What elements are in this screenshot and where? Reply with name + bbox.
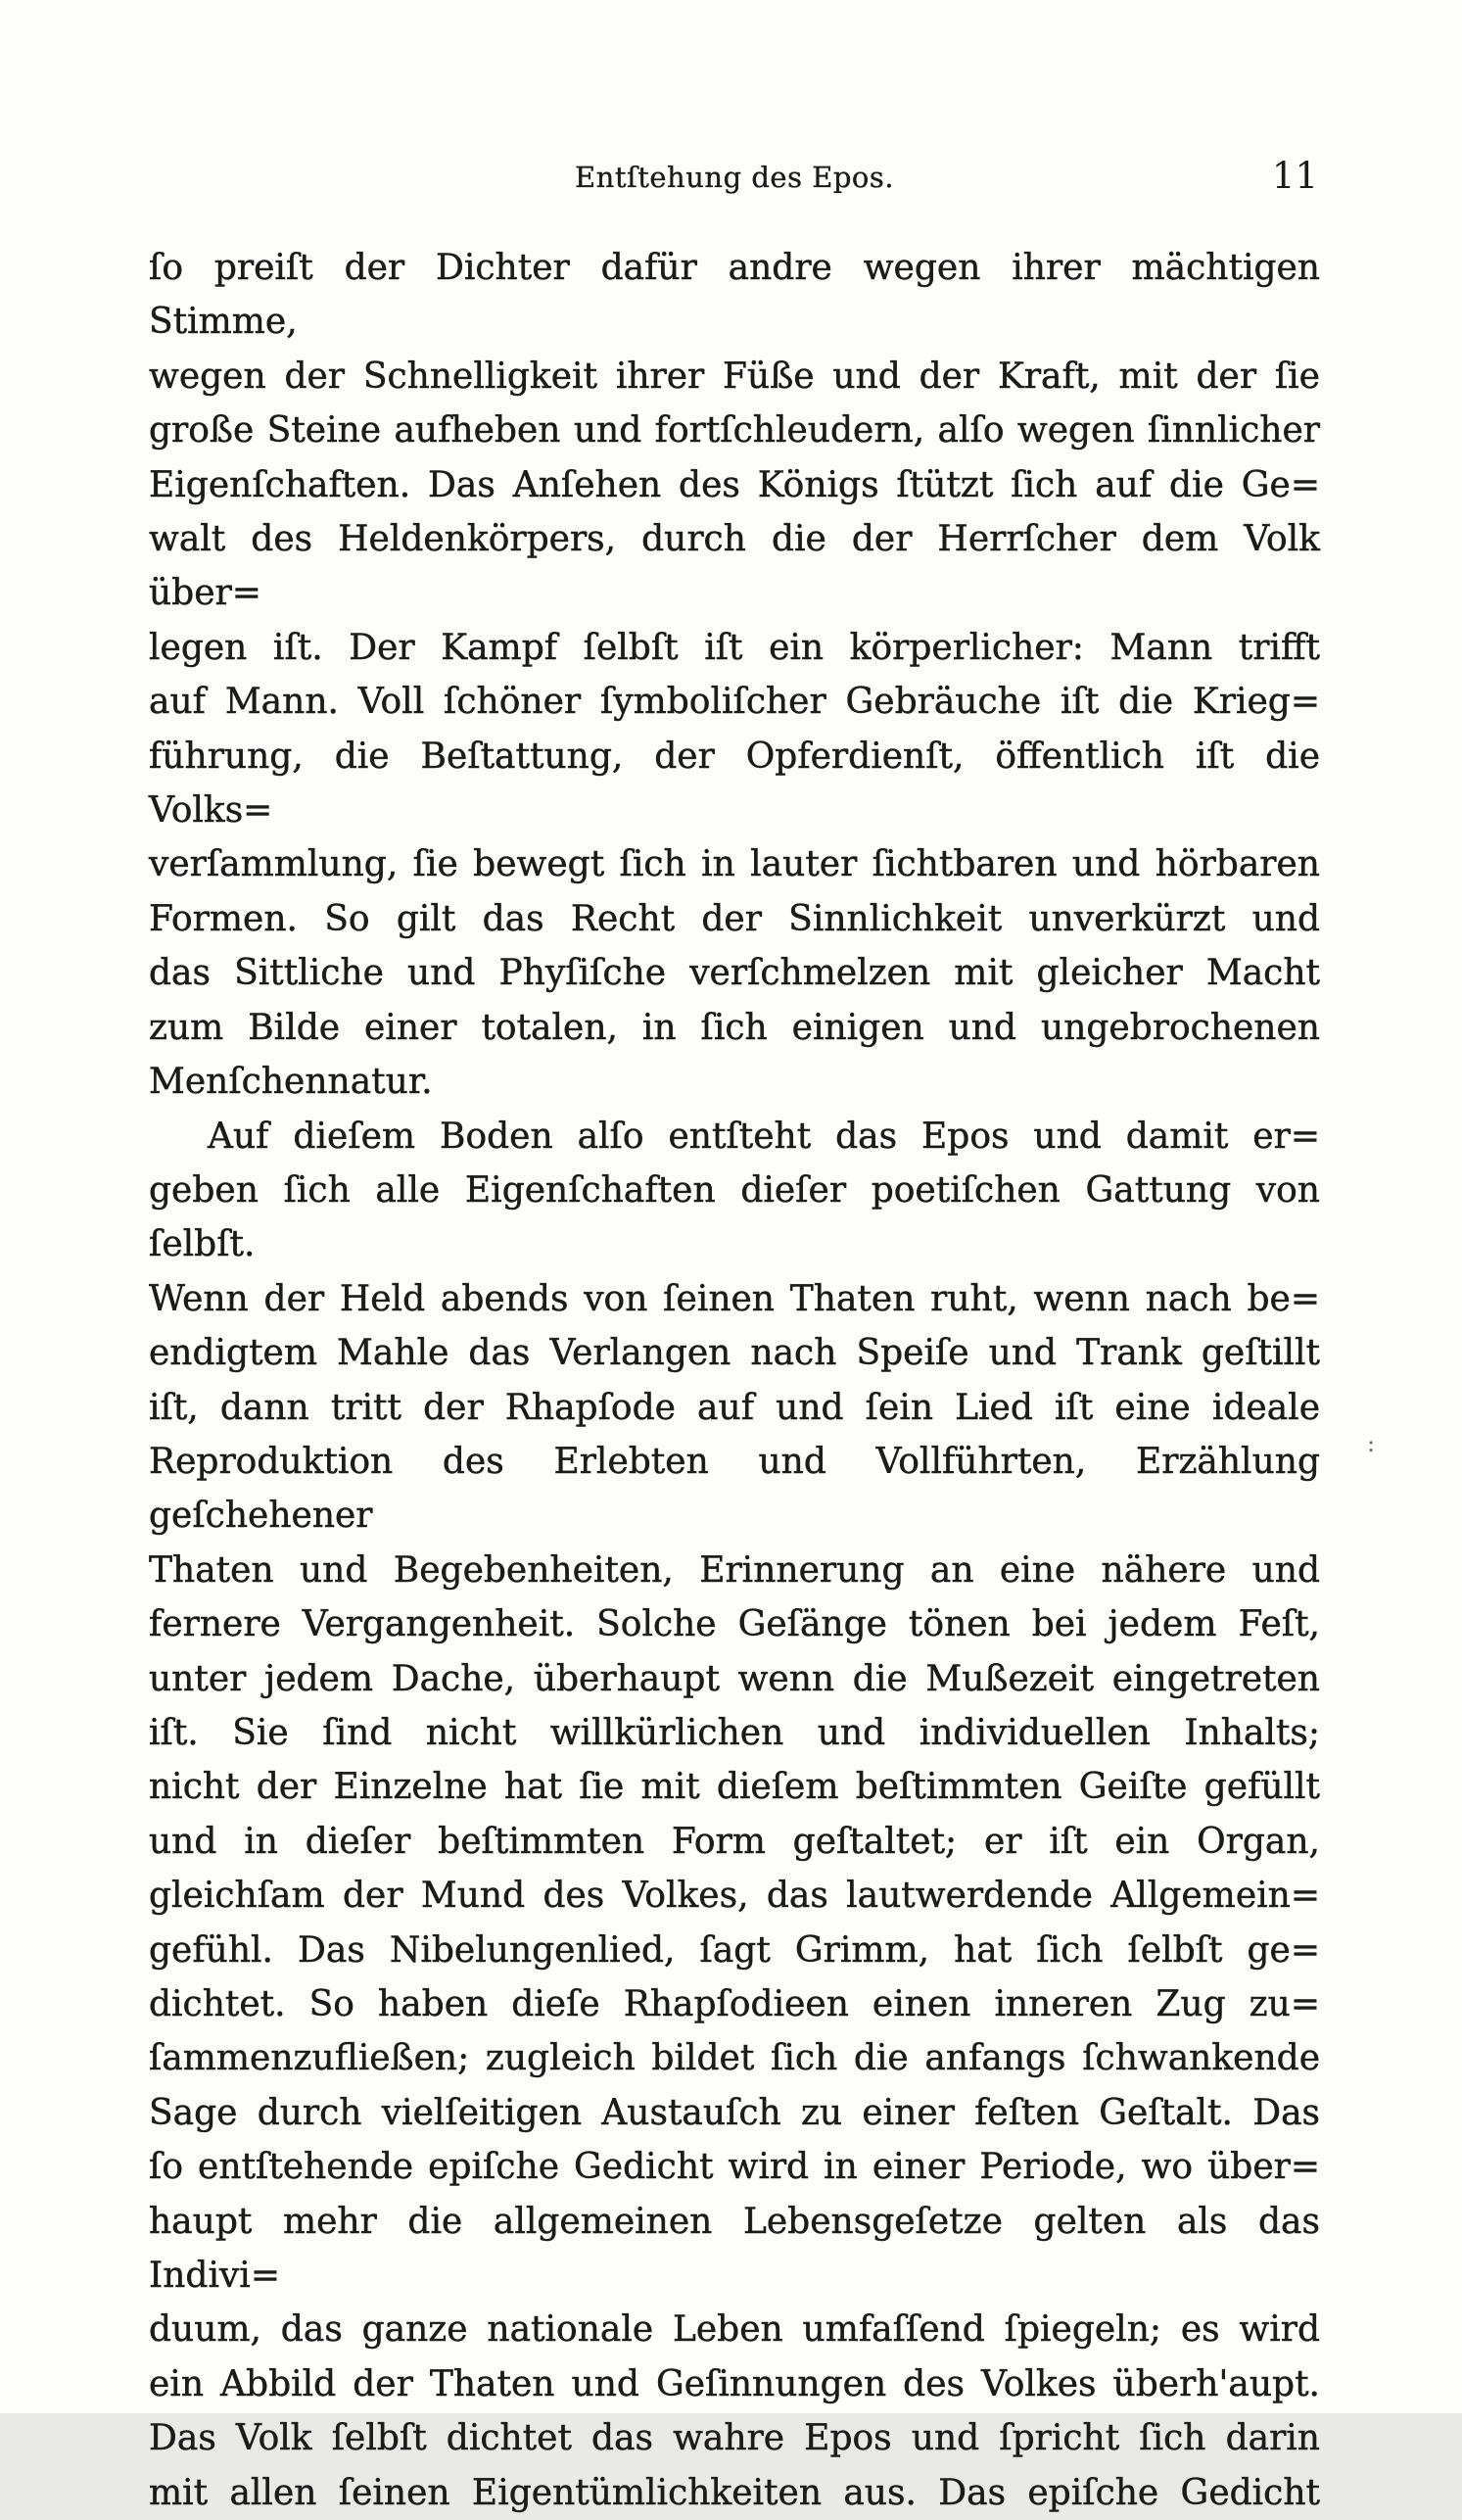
running-title: Entſtehung des Epos. [149, 161, 1320, 194]
text-line: geben ſich alle Eigenſchaften dieſer poetiſchen Gattung von ſelbſt. [149, 1164, 1320, 1272]
text-line: dichtet. So haben dieſe Rhapſodieen einen inneren Zug zu= [149, 1977, 1320, 2031]
text-block [149, 241, 1320, 2520]
text-line: gleichſam der Mund des Volkes, das lautwerdende Allgemein= [149, 1869, 1320, 1923]
text-line: haupt mehr die allgemeinen Lebensgeſetze gelten als das Indivi= [149, 2195, 1320, 2304]
text-line: Sage durch vielſeitigen Austauſch zu einer feſten Geſtalt. Das [149, 2086, 1320, 2140]
text-line: ſo entſtehende epiſche Gedicht wird in einer Periode, wo über= [149, 2140, 1320, 2194]
text-line: auf Mann. Voll ſchöner ſymboliſcher Gebräuche iſt die Krieg= [149, 675, 1320, 729]
text-line: fernere Vergangenheit. Solche Geſänge tönen bei jedem Feſt, [149, 1597, 1320, 1651]
text-line: ein Abbild der Thaten und Geſinnungen des Volkes überh'aupt. [149, 2357, 1320, 2411]
text-line: duum, das ganze nationale Leben umfaſſend ſpiegeln; es wird [149, 2303, 1320, 2356]
text-line: führung, die Beſtattung, der Opferdienſt, öffentlich iſt die Volks= [149, 730, 1320, 838]
text-line: Formen. So gilt das Recht der Sinnlichkeit unverkürzt und [149, 892, 1320, 946]
text-line: Das Volk ſelbſt dichtet das wahre Epos und ſpricht ſich darin [149, 2411, 1320, 2465]
text-line: und in dieſer beſtimmten Form geſtaltet; er iſt ein Organ, [149, 1815, 1320, 1869]
text-line: mit allen ſeinen Eigentümlichkeiten aus. Das epiſche Gedicht [149, 2466, 1320, 2520]
text-line: das Sittliche und Phyſiſche verſchmelzen mit gleicher Macht [149, 946, 1320, 1000]
text-line: ſammenzufließen; zugleich bildet ſich die anfangs ſchwankende [149, 2031, 1320, 2085]
text-line: ſo preiſt der Dichter dafür andre wegen ihrer mächtigen Stimme, [149, 241, 1320, 350]
text-line: zum Bilde einer totalen, in ſich einigen und ungebrochenen [149, 1001, 1320, 1055]
text-line: endigtem Mahle das Verlangen nach Speiſe und Trank geſtillt [149, 1326, 1320, 1380]
text-line: legen iſt. Der Kampf ſelbſt iſt ein körperlicher: Mann trifft [149, 621, 1320, 675]
text-line: Eigenſchaften. Das Anſehen des Königs ſtützt ſich auf die Ge= [149, 458, 1320, 512]
scan-artifact: : [1367, 1430, 1375, 1457]
paragraph [149, 241, 1320, 1110]
text-line: unter jedem Dache, überhaupt wenn die Mußezeit eingetreten [149, 1652, 1320, 1706]
page-header [149, 155, 1320, 202]
text-line: verſammlung, ſie bewegt ſich in lauter ſichtbaren und hörbaren [149, 837, 1320, 891]
paragraph [149, 1110, 1320, 2520]
text-line: iſt. Sie ſind nicht willkürlichen und individuellen Inhalts; [149, 1706, 1320, 1760]
text-line: Reproduktion des Erlebten und Vollführten, Erzählung geſchehener [149, 1435, 1320, 1544]
text-line: nicht der Einzelne hat ſie mit dieſem beſtimmten Geiſte gefüllt [149, 1760, 1320, 1814]
text-line: Auf dieſem Boden alſo entſteht das Epos und damit er= [149, 1110, 1320, 1164]
page-number: 11 [1272, 155, 1318, 197]
text-line: walt des Heldenkörpers, durch die der Herrſcher dem Volk über= [149, 512, 1320, 621]
text-line: iſt, dann tritt der Rhapſode auf und ſein Lied iſt eine ideale [149, 1381, 1320, 1435]
text-line: Wenn der Held abends von ſeinen Thaten ruht, wenn nach be= [149, 1272, 1320, 1326]
text-line: Thaten und Begebenheiten, Erinnerung an eine nähere und [149, 1544, 1320, 1597]
text-line: wegen der Schnelligkeit ihrer Füße und der Kraft, mit der ſie [149, 350, 1320, 404]
text-line: Menſchennatur. [149, 1055, 1320, 1109]
text-line: große Steine aufheben und fortſchleudern, alſo wegen ſinnlicher [149, 404, 1320, 457]
text-line: gefühl. Das Nibelungenlied, ſagt Grimm, hat ſich ſelbſt ge= [149, 1924, 1320, 1977]
